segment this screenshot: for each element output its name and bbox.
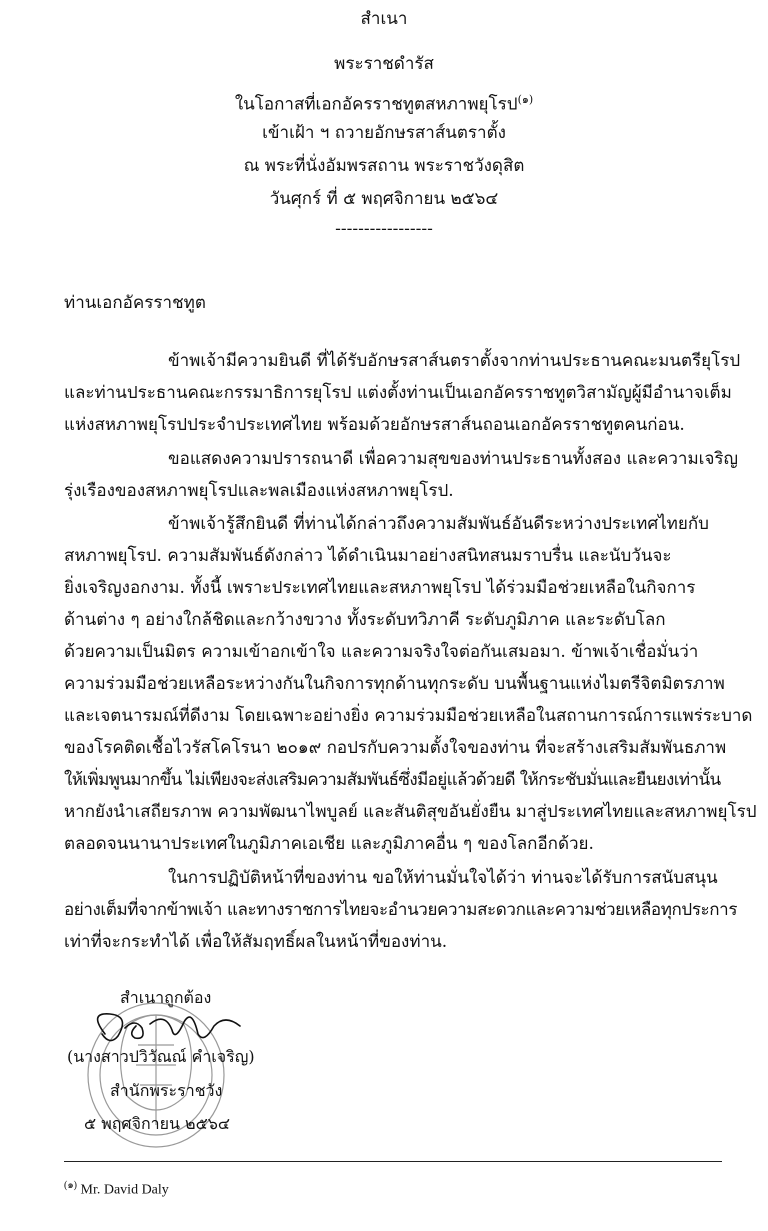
body-line: รุ่งเรืองของสหภาพยุโรปและพลเมืองแห่งสหภาพยุโรป. bbox=[64, 481, 454, 501]
body-line: หากยังนำเสถียรภาพ ความพัฒนาไพบูลย์ และสันติสุขอันยั่งยืน มาสู่ประเทศไทยและสหภาพยุโรป bbox=[64, 802, 757, 822]
signature-date: ๕ พฤศจิกายน ๒๕๖๔ bbox=[84, 1114, 230, 1133]
body-line: ขอแสดงความปรารถนาดี เพื่อความสุขของท่านประธานทั้งสอง และความเจริญ bbox=[168, 449, 739, 469]
document-title: พระราชดำรัส bbox=[334, 54, 434, 74]
body-line: ยิ่งเจริญงอกงาม. ทั้งนี้ เพราะประเทศไทยและสหภาพยุโรป ได้ร่วมมือช่วยเหลือในกิจการ bbox=[64, 578, 696, 598]
footnote bbox=[64, 1178, 169, 1199]
occasion-text: ในโอกาสที่เอกอัครราชทูตสหภาพยุโรป bbox=[234, 94, 518, 115]
body-line: ข้าพเจ้ามีความยินดี ที่ได้รับอักษรสาส์นตราตั้งจากท่านประธานคณะมนตรียุโรป bbox=[168, 351, 741, 371]
salutation: ท่านเอกอัครราชทูต bbox=[64, 293, 206, 313]
body-line: ด้านต่าง ๆ อย่างใกล้ชิดและกว้างขวาง ทั้งระดับทวิภาคี ระดับภูมิภาค และระดับโลก bbox=[64, 610, 666, 630]
audience-line: เข้าเฝ้า ฯ ถวายอักษรสาส์นตราตั้ง bbox=[262, 123, 506, 143]
body-line: ด้วยความเป็นมิตร ความเข้าอกเข้าใจ และความจริงใจต่อกันเสมอมา. ข้าพเจ้าเชื่อมั่นว่า bbox=[64, 642, 699, 662]
body-line: ของโรคติดเชื้อไวรัสโคโรนา ๒๐๑๙ กอปรกับความตั้งใจของท่าน ที่จะสร้างเสริมสัมพันธภาพ bbox=[64, 738, 727, 758]
body-line: ข้าพเจ้ารู้สึกยินดี ที่ท่านได้กล่าวถึงความสัมพันธ์อันดีระหว่างประเทศไทยกับ bbox=[168, 514, 709, 534]
date-line: วันศุกร์ ที่ ๕ พฤศจิกายน ๒๕๖๔ bbox=[269, 189, 499, 209]
certified-true-copy: สำเนาถูกต้อง bbox=[120, 988, 212, 1007]
signatory-office: สำนักพระราชวัง bbox=[110, 1081, 223, 1100]
venue-line: ณ พระที่นั่งอัมพรสถาน พระราชวังดุสิต bbox=[243, 156, 525, 176]
body-line: ตลอดจนนานาประเทศในภูมิภาคเอเชีย และภูมิภาคอื่น ๆ ของโลกอีกด้วย. bbox=[64, 834, 594, 854]
body-line: ให้เพิ่มพูนมากขึ้น ไม่เพียงจะส่งเสริมความสัมพันธ์ซึ่งมีอยู่แล้วด้วยดี ให้กระชับมั่นและยืนยงเท่านั้น bbox=[64, 770, 721, 790]
body-line: และเจตนารมณ์ที่ดีงาม โดยเฉพาะอย่างยิ่ง ความร่วมมือช่วยเหลือในสถานการณ์การแพร่ระบาด bbox=[64, 706, 753, 726]
footnote-marker: (๑) bbox=[64, 1180, 78, 1191]
header-divider: ----------------- bbox=[335, 219, 433, 239]
body-line: ในการปฏิบัติหน้าที่ของท่าน ขอให้ท่านมั่นใจได้ว่า ท่านจะได้รับการสนับสนุน bbox=[168, 868, 718, 888]
footnote-reference: (๑) bbox=[517, 93, 534, 106]
body-line: เท่าที่จะกระทำได้ เพื่อให้สัมฤทธิ์ผลในหน้าที่ของท่าน. bbox=[64, 932, 448, 952]
body-line: แห่งสหภาพยุโรปประจำประเทศไทย พร้อมด้วยอักษรสาส์นถอนเอกอัครราชทูตคนก่อน. bbox=[64, 415, 685, 435]
footnote-divider bbox=[64, 1161, 722, 1162]
body-line: อย่างเต็มที่จากข้าพเจ้า และทางราชการไทยจะอำนวยความสะดวกและความช่วยเหลือทุกประการ bbox=[64, 900, 738, 920]
occasion-line bbox=[0, 90, 768, 115]
footnote-text: Mr. David Daly bbox=[80, 1182, 169, 1198]
body-line: สหภาพยุโรป. ความสัมพันธ์ดังกล่าว ได้ดำเนินมาอย่างสนิทสนมราบรื่น และนับวันจะ bbox=[64, 546, 672, 566]
copy-label: สำเนา bbox=[360, 9, 408, 29]
signatory-name: (นางสาวปวิวัณณ์ คำเจริญ) bbox=[67, 1047, 255, 1066]
body-line: ความร่วมมือช่วยเหลือระหว่างกันในกิจการทุกด้านทุกระดับ บนพื้นฐานแห่งไมตรีจิตมิตรภาพ bbox=[64, 674, 725, 694]
body-line: และท่านประธานคณะกรรมาธิการยุโรป แต่งตั้งท่านเป็นเอกอัครราชทูตวิสามัญผู้มีอำนาจเต็ม bbox=[64, 383, 732, 403]
